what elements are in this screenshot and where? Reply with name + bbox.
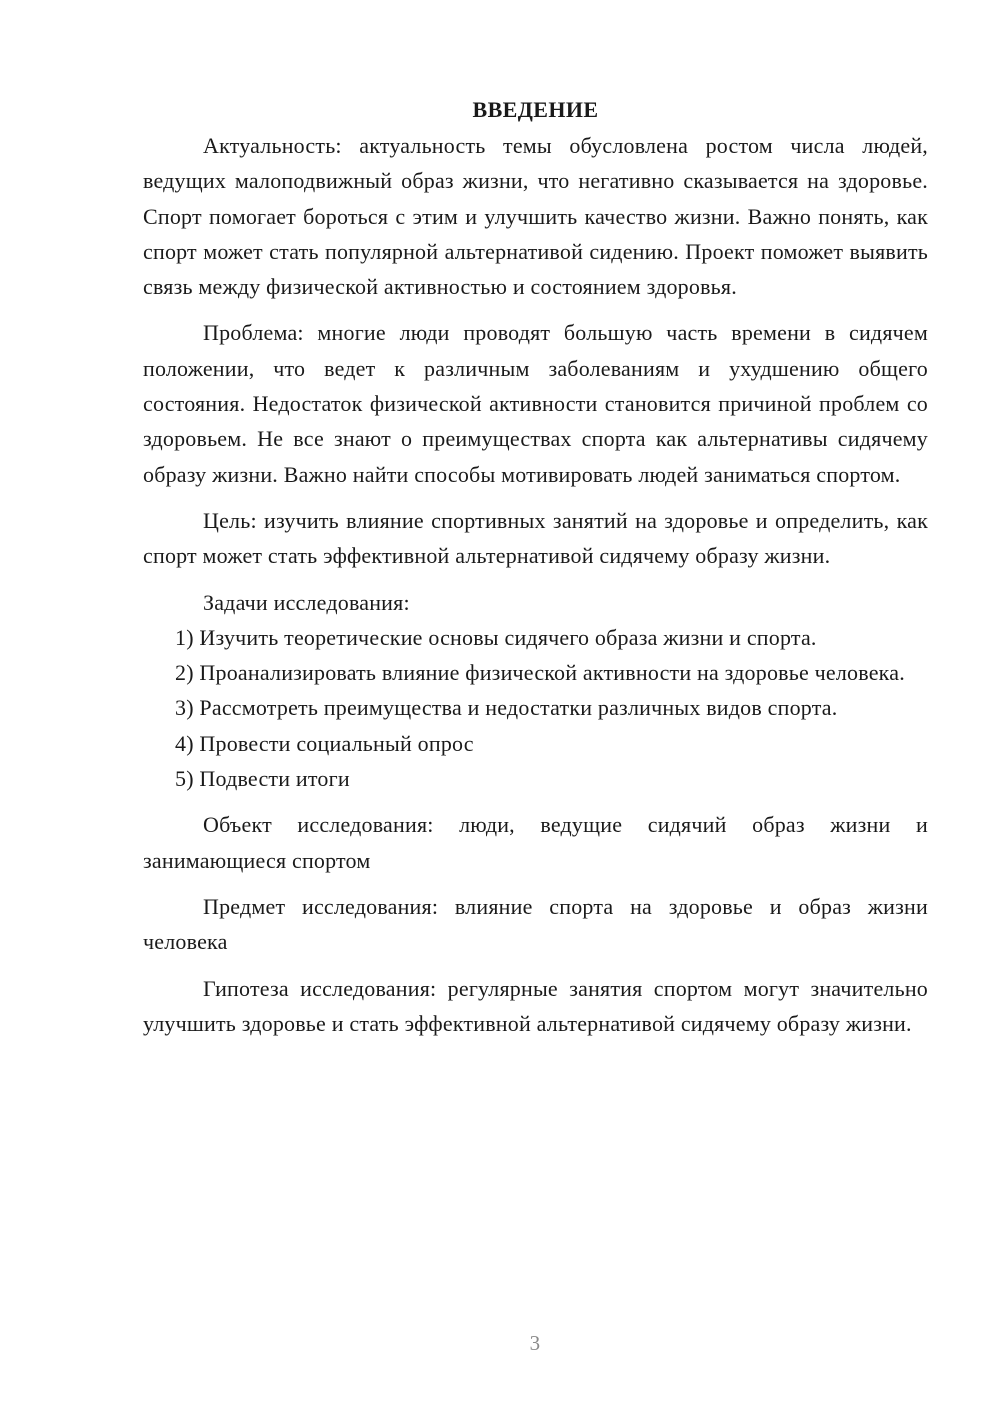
paragraph-object: Объект исследования: люди, ведущие сидячий образ жизни и занимающиеся спортом bbox=[143, 812, 928, 873]
paragraph-goal: Цель: изучить влияние спортивных занятий на здоровье и определить, как спорт может стать эффективной альтернативой сидячему образу жизни. bbox=[143, 507, 928, 569]
task-item-1: 1) Изучить теоретические основы сидячего образа жизни и спорта. bbox=[175, 624, 817, 650]
task-item-2: 2) Проанализировать влияние физической активности на здоровье человека. bbox=[175, 660, 905, 686]
paragraph-hypothesis: Гипотеза исследования: регулярные занятия спортом могут значительно улучшить здоровье и стать эффективной альтернативой сидячему образу жизни. bbox=[143, 975, 928, 1036]
task-item-5: 5) Подвести итоги bbox=[175, 766, 350, 792]
page-title: ВВЕДЕНИЕ bbox=[472, 97, 599, 122]
task-item-4: 4) Провести социальный опрос bbox=[175, 730, 474, 756]
tasks-heading: Задачи исследования: bbox=[203, 589, 410, 615]
task-item-3: 3) Рассмотреть преимущества и недостатки различных видов спорта. bbox=[175, 695, 838, 721]
paragraph-relevance: Актуальность: актуальность темы обусловлена ростом числа людей, ведущих малоподвижный образ жизни, что негативно сказывается на здоровье. Спорт помогает бороться с этим и улучшить качество жизни. Важно понять, как спорт может стать популярной альтернативой сидению. Проект поможет выявить связь между физической активностью и состоянием здоровья. bbox=[143, 133, 928, 300]
page-content bbox=[143, 92, 928, 1041]
paragraph-subject: Предмет исследования: влияние спорта на здоровье и образ жизни человека bbox=[143, 893, 928, 955]
page-number: 3 bbox=[529, 1331, 541, 1355]
paragraph-problem: Проблема: многие люди проводят большую часть времени в сидячем положении, что ведет к различным заболеваниям и ухудшению общего состояния. Недостаток физической активности становится причиной проблем со здоровьем. Не все знают о преимуществах спорта как альтернативы сидячему образу жизни. Важно найти способы мотивировать людей заниматься спортом. bbox=[143, 320, 928, 487]
